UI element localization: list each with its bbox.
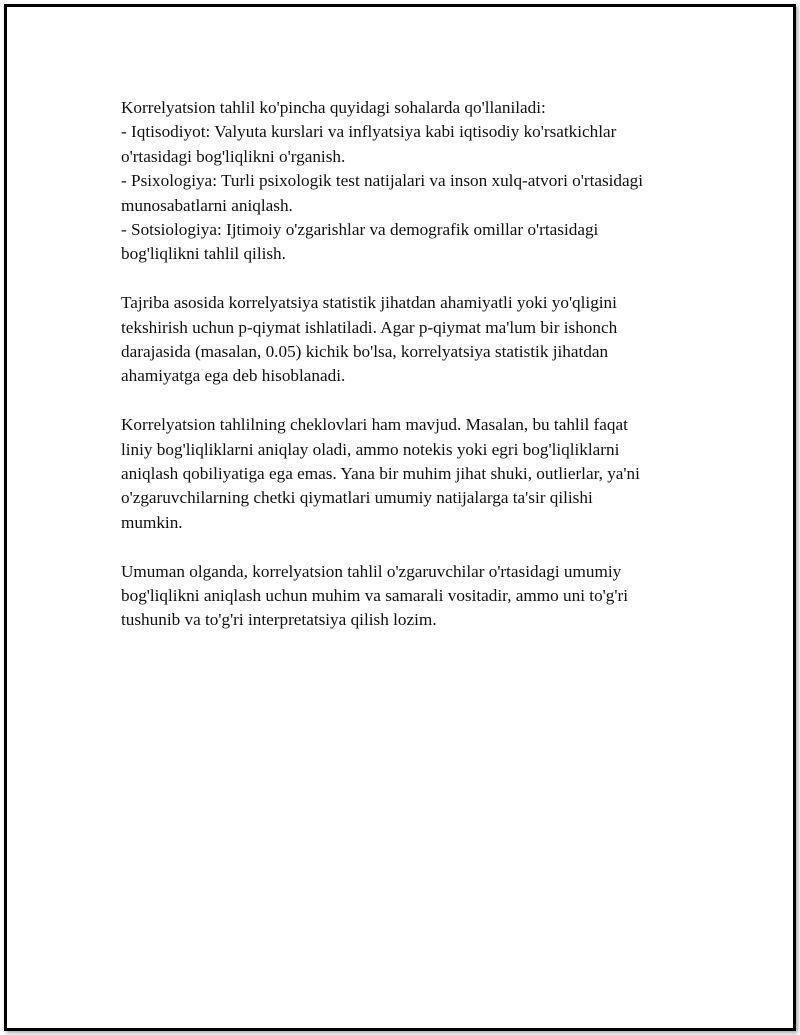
text-line: Korrelyatsion tahlilning cheklovlari ham mavjud. Masalan, bu tahlil faqat (121, 415, 628, 435)
text-line: - Iqtisodiyot: Valyuta kurslari va inflyatsiya kabi iqtisodiy ko'rsatkichlar (121, 122, 617, 142)
text-line: o'rtasidagi bog'liqlikni o'rganish. (121, 146, 346, 166)
text-line: tushunib va to'g'ri interpretatsiya qilish lozim. (121, 610, 437, 630)
text-line: Korrelyatsion tahlil ko'pincha quyidagi sohalarda qo'llaniladi: (121, 98, 546, 117)
text-line: mumkin. (121, 512, 183, 532)
paragraph-limitations (121, 413, 701, 535)
text-line: Tajriba asosida korrelyatsiya statistik jihatdan ahamiyatli yoki yo'qligini (121, 293, 617, 313)
text-line: liniy bog'liqliklarni aniqlay oladi, ammo notekis yoki egri bog'liqliklarni (121, 439, 620, 459)
text-line: munosabatlarni aniqlash. (121, 195, 293, 215)
text-line: darajasida (masalan, 0.05) kichik bo'lsa, korrelyatsiya statistik jihatdan (121, 342, 609, 362)
paragraph-p-value (121, 291, 701, 389)
text-line: bog'liqlikni tahlil qilish. (121, 244, 286, 264)
text-line: aniqlash qobiliyatiga ega emas. Yana bir muhim jihat shuki, outlierlar, ya'ni (121, 464, 640, 484)
text-line: o'zgaruvchilarning chetki qiymatlari umumiy natijalarga ta'sir qilishi (121, 488, 593, 508)
text-line: ahamiyatga ega deb hisoblanadi. (121, 366, 346, 386)
page-frame (4, 4, 796, 1031)
paragraph-applications (121, 96, 701, 267)
paragraph-conclusion (121, 560, 701, 633)
document-body (121, 96, 701, 657)
text-line: bog'liqlikni aniqlash uchun muhim va samarali vositadir, ammo uni to'g'ri (121, 586, 628, 606)
text-line: Umuman olganda, korrelyatsion tahlil o'zgaruvchilar o'rtasidagi umumiy (121, 561, 622, 581)
text-line: - Psixologiya: Turli psixologik test natijalari va inson xulq-atvori o'rtasidagi (121, 171, 644, 191)
text-line: tekshirish uchun p-qiymat ishlatiladi. Agar p-qiymat ma'lum bir ishonch (121, 317, 618, 337)
text-line: - Sotsiologiya: Ijtimoiy o'zgarishlar va demografik omillar o'rtasidagi (121, 220, 599, 240)
